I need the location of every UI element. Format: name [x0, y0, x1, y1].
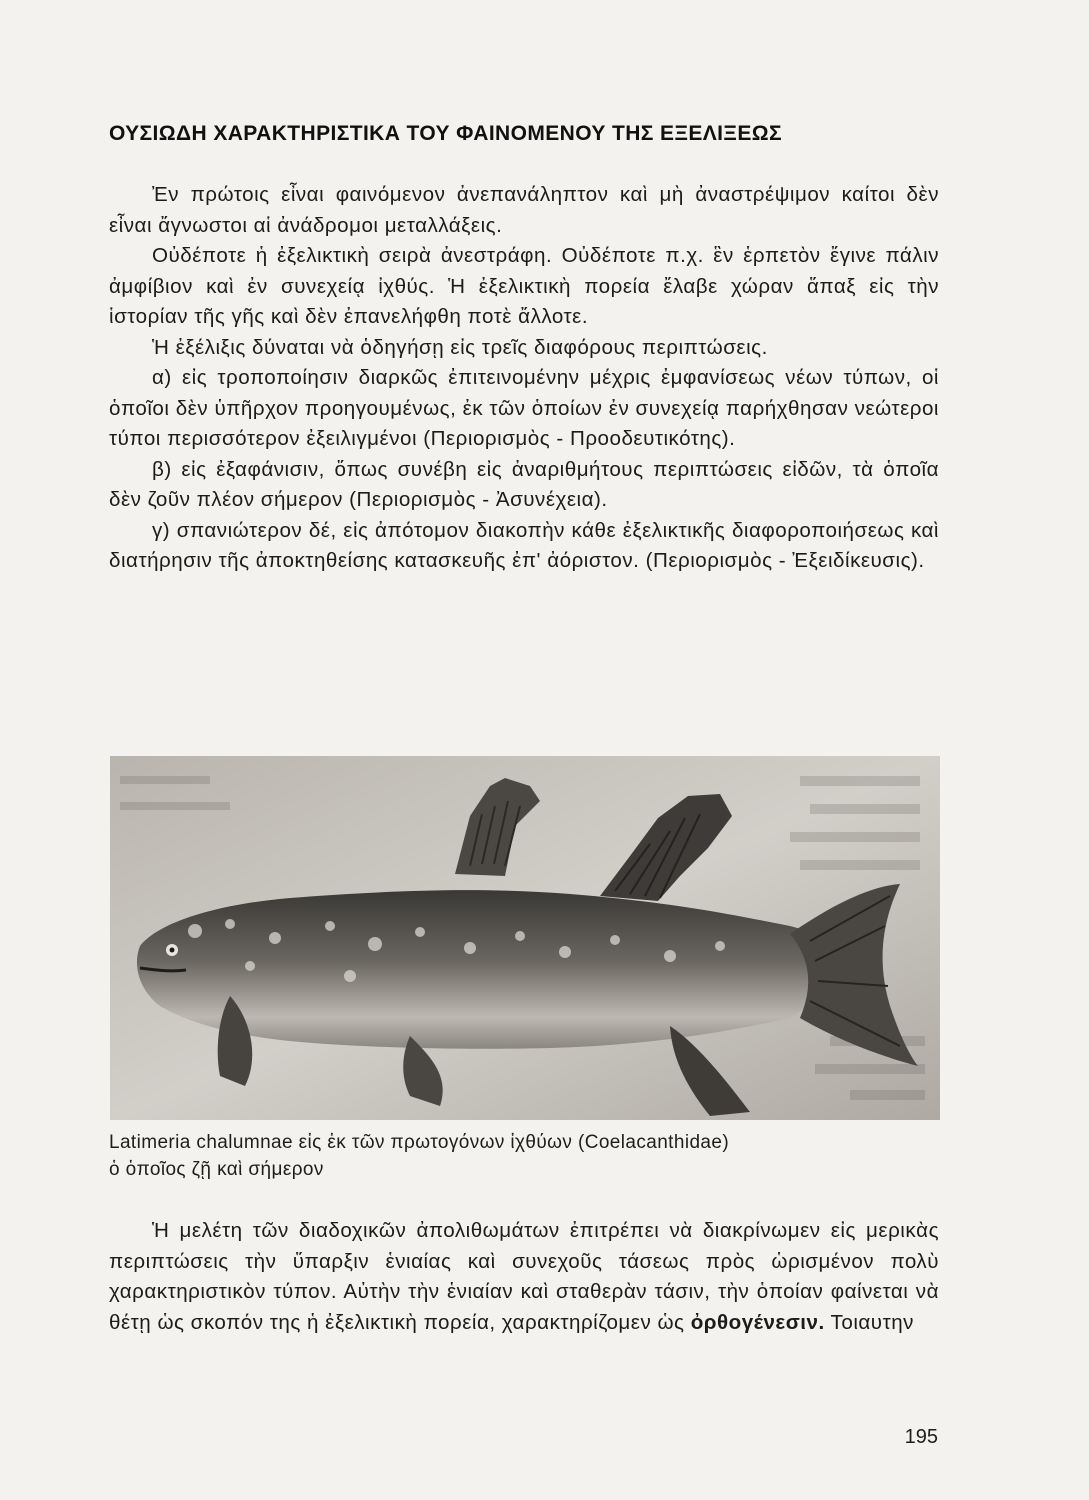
- paragraph-case-a: α) εἰς τροποποίησιν διαρκῶς ἐπιτεινομένην μέχρις ἐμφανίσεως νέων τύπων, οἱ ὁποῖοι δὲν ὑπῆρχον προηγουμένως, ἐκ τῶν ὁποίων ἐν συνεχείᾳ παρήχθησαν νεώτεροι τύποι περισσότερον ἐξειλιγμένοι (Περιορισμὸς - Προοδευτικότης).: [109, 366, 939, 450]
- section-heading: ΟΥΣΙΩΔΗ ΧΑΡΑΚΤΗΡΙΣΤΙΚΑ ΤΟΥ ΦΑΙΝΟΜΕΝΟΥ ΤΗΣ ΕΞΕΛΙΞΕΩΣ: [109, 122, 782, 145]
- orthogenesis-paragraph: [109, 1216, 939, 1338]
- caption-line-1: Latimeria chalumnae εἰς ἐκ τῶν πρωτογόνων ἰχθύων (Coelacanthidae): [109, 1132, 730, 1153]
- coelacanth-illustration: [110, 756, 940, 1120]
- figure-caption: [109, 1129, 939, 1183]
- paragraph-case-c: γ) σπανιώτερον δέ, εἰς ἀπότομον διακοπὴν κάθε ἐξελικτικῆς διαφοροποιήσεως καὶ διατήρησιν τῆς ἀποκτηθείσης κατασκευῆς ἐπ' ἀόριστον. (Περιορισμὸς - Ἐξειδίκευσις).: [109, 518, 939, 572]
- paragraph-irreversibility: Ἐν πρώτοις εἶναι φαινόμενον ἀνεπανάληπτον καὶ μὴ ἀναστρέψιμον καίτοι δὲν εἶναι ἄγνωστοι αἱ ἀνάδρομοι μεταλλάξεις.: [109, 183, 939, 237]
- coelacanth-photo: [110, 756, 940, 1120]
- intro-text: [109, 180, 939, 577]
- orthogenesis-continuation: Τοιαυτην: [824, 1310, 914, 1334]
- page-number: 195: [904, 1426, 938, 1448]
- paragraph-three-cases: Ἡ ἐξέλιξις δύναται νὰ ὁδηγήσῃ εἰς τρεῖς διαφόρους περιπτώσεις.: [152, 335, 768, 359]
- orthogenesis-text: Ἡ μελέτη τῶν διαδοχικῶν ἀπολιθωμάτων ἐπιτρέπει νὰ διακρίνωμεν εἰς μερικὰς περιπτώσεις τὴν ὕπαρξιν ἑνιαίας καὶ συνεχοῦς τάσεως πρὸς ὡρισμένον πολὺ χαρακτηριστικὸν τύπον. Αὐτὴν τὴν ἑνιαίαν καὶ σταθερὰν τάσιν, τὴν ὁποίαν φαίνεται νὰ θέτῃ ὡς σκοπόν της ἡ ἐξελικτικὴ πορεία, χαρακτηρίζομεν ὡς: [109, 1219, 939, 1334]
- caption-line-2: ὁ ὁποῖος ζῇ καὶ σήμερον: [109, 1159, 324, 1180]
- paragraph-case-b: β) εἰς ἐξαφάνισιν, ὅπως συνέβη εἰς ἀναριθμήτους περιπτώσεις εἰδῶν, τὰ ὁποῖα δὲν ζοῦν πλέον σήμερον (Περιορισμὸς - Ἀσυνέχεια).: [109, 457, 939, 511]
- paragraph-never-reversed: Οὐδέποτε ἡ ἐξελικτικὴ σειρὰ ἀνεστράφη. Οὐδέποτε π.χ. ἓν ἑρπετὸν ἔγινε πάλιν ἀμφίβιον καὶ ἐν συνεχείᾳ ἰχθύς. Ἡ ἐξελικτικὴ πορεία ἔλαβε χώραν ἅπαξ εἰς τὴν ἱστορίαν τῆς γῆς καὶ δὲν ἐπανελήφθη ποτὲ ἄλλοτε.: [109, 244, 939, 328]
- orthogenesis-term: ὀρθογένεσιν.: [690, 1310, 825, 1334]
